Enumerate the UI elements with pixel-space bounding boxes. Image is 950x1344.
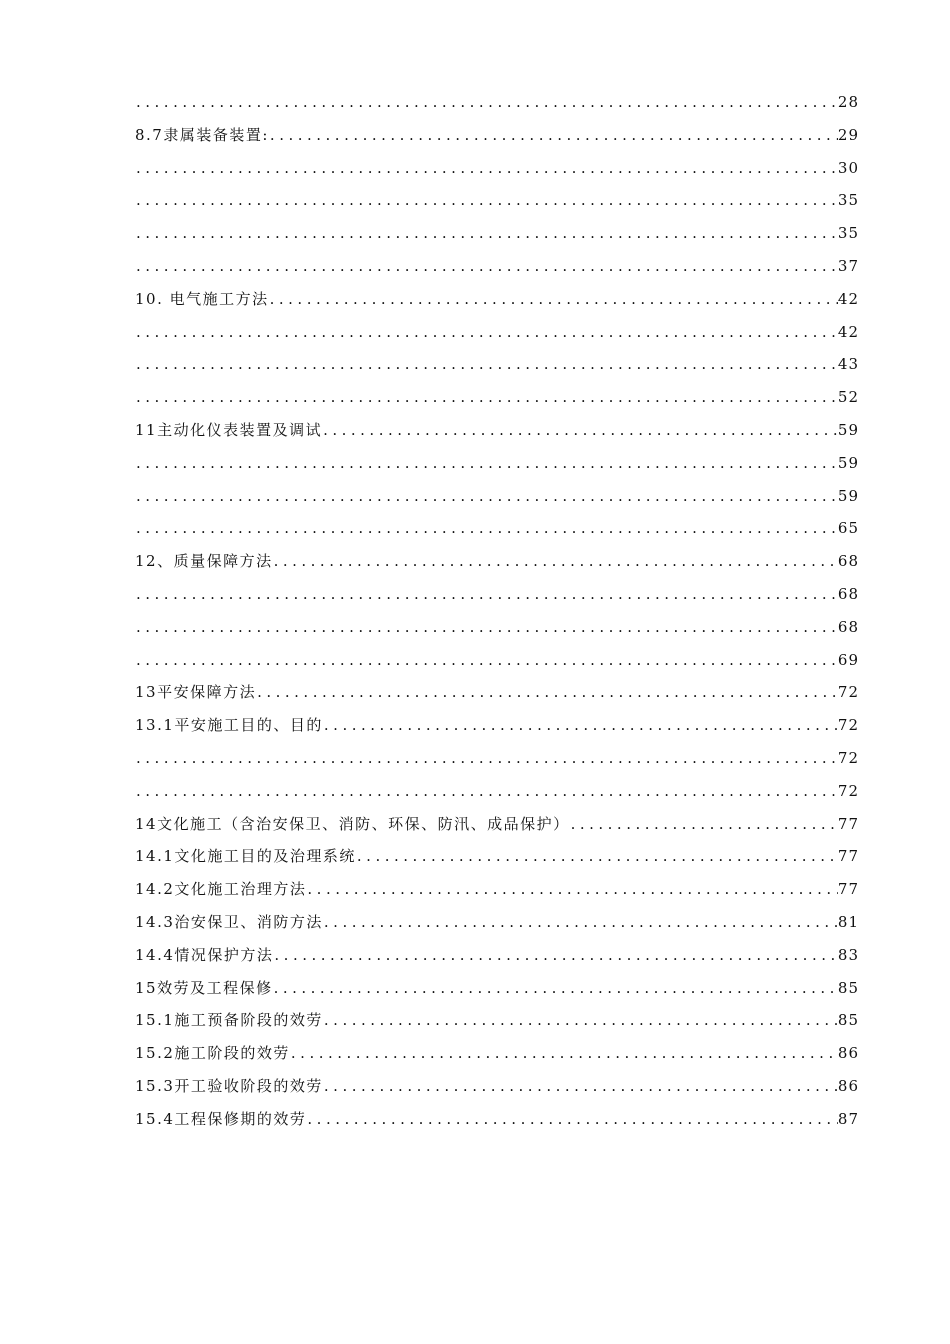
toc-entry[interactable] — [135, 480, 859, 513]
toc-entry[interactable] — [135, 840, 859, 873]
toc-page-number: 68 — [837, 552, 859, 571]
toc-entry[interactable] — [135, 447, 859, 480]
table-of-contents — [135, 86, 859, 1136]
toc-entry[interactable] — [135, 1070, 859, 1103]
toc-page-number: 42 — [837, 289, 859, 308]
dot-leader — [135, 480, 838, 513]
toc-page-number: 28 — [837, 93, 859, 111]
dot-leader — [269, 119, 838, 152]
toc-entry-title: 14.1文化施工目的及治理系统 — [135, 847, 356, 866]
toc-page-number: 42 — [837, 322, 859, 341]
toc-entry-title: 15.2施工阶段的效劳 — [135, 1044, 290, 1063]
toc-page-number: 35 — [837, 224, 859, 243]
dot-leader — [135, 316, 838, 349]
toc-page-number: 87 — [837, 1109, 859, 1128]
toc-page-number: 72 — [837, 748, 859, 767]
toc-page-number: 30 — [837, 158, 859, 177]
dot-leader — [135, 217, 838, 250]
dot-leader — [323, 1070, 838, 1103]
toc-entry[interactable] — [135, 1004, 859, 1037]
toc-entry-title: 15效劳及工程保修 — [135, 978, 273, 997]
dot-leader — [323, 906, 838, 939]
toc-entry-title: 14.4情况保护方法 — [135, 945, 274, 964]
toc-entry[interactable] — [135, 644, 859, 677]
toc-entry-title: 14.2文化施工治理方法 — [135, 880, 307, 899]
toc-page-number: 68 — [837, 584, 859, 603]
toc-page-number: 52 — [837, 388, 859, 407]
toc-entry[interactable] — [135, 906, 859, 939]
dot-leader — [273, 939, 838, 972]
dot-leader — [323, 709, 838, 742]
toc-entry[interactable] — [135, 873, 859, 906]
toc-page-number: 35 — [837, 191, 859, 210]
toc-page-number: 65 — [837, 519, 859, 538]
toc-entry-title: 15.1施工预备阶段的效劳 — [135, 1011, 323, 1030]
toc-page-number: 77 — [837, 847, 859, 866]
toc-entry[interactable] — [135, 512, 859, 545]
toc-entry[interactable] — [135, 939, 859, 972]
toc-page-number: 43 — [837, 355, 859, 374]
dot-leader — [135, 512, 838, 545]
toc-page-number: 29 — [837, 125, 859, 144]
dot-leader — [322, 414, 838, 447]
toc-entry[interactable] — [135, 348, 859, 381]
dot-leader — [273, 972, 838, 1005]
toc-entry-title: 12、质量保障方法 — [135, 552, 273, 571]
dot-leader — [323, 1004, 838, 1037]
dot-leader — [135, 86, 838, 119]
toc-entry[interactable] — [135, 381, 859, 414]
toc-entry[interactable] — [135, 86, 859, 119]
toc-entry[interactable] — [135, 775, 859, 808]
toc-entry-title: 14.3治安保卫、消防方法 — [135, 912, 323, 931]
dot-leader — [135, 578, 838, 611]
toc-entry[interactable] — [135, 742, 859, 775]
toc-page-number: 72 — [837, 716, 859, 735]
toc-page-number: 83 — [837, 945, 859, 964]
toc-entry[interactable] — [135, 119, 859, 152]
toc-entry-title: 15.3开工验收阶段的效劳 — [135, 1076, 323, 1095]
toc-entry[interactable] — [135, 808, 859, 841]
toc-page-number: 86 — [837, 1044, 859, 1063]
toc-page-number: 59 — [837, 486, 859, 505]
toc-entry[interactable] — [135, 676, 859, 709]
toc-page-number: 81 — [837, 912, 859, 931]
dot-leader — [135, 152, 838, 185]
toc-page-number: 69 — [837, 650, 859, 669]
toc-entry-title: 10. 电气施工方法 — [135, 289, 269, 308]
dot-leader — [290, 1037, 838, 1070]
toc-entry[interactable] — [135, 217, 859, 250]
toc-entry[interactable] — [135, 578, 859, 611]
toc-entry-title: 15.4工程保修期的效劳 — [135, 1109, 307, 1128]
toc-entry[interactable] — [135, 709, 859, 742]
toc-entry[interactable] — [135, 611, 859, 644]
toc-entry[interactable] — [135, 283, 859, 316]
toc-page-number: 68 — [837, 617, 859, 636]
dot-leader — [256, 676, 838, 709]
dot-leader — [135, 184, 838, 217]
dot-leader — [135, 381, 838, 414]
dot-leader — [135, 611, 838, 644]
dot-leader — [306, 873, 838, 906]
toc-entry[interactable] — [135, 184, 859, 217]
toc-entry-title: 14文化施工（含治安保卫、消防、环保、防汛、成品保护） — [135, 814, 570, 833]
toc-page-number: 86 — [837, 1076, 859, 1095]
toc-entry[interactable] — [135, 1037, 859, 1070]
toc-page-number: 85 — [837, 1011, 859, 1030]
toc-entry-title: 11主动化仪表装置及调试 — [135, 420, 323, 439]
toc-entry-title: 8.7隶属装备装置: — [135, 125, 269, 144]
dot-leader — [135, 250, 838, 283]
toc-page-number: 59 — [837, 453, 859, 472]
toc-entry[interactable] — [135, 152, 859, 185]
dot-leader — [273, 545, 838, 578]
dot-leader — [570, 808, 838, 841]
dot-leader — [356, 840, 838, 873]
toc-entry[interactable] — [135, 545, 859, 578]
toc-page-number: 59 — [837, 420, 859, 439]
toc-page-number: 72 — [837, 683, 859, 702]
dot-leader — [269, 283, 838, 316]
dot-leader — [135, 775, 838, 808]
toc-page-number: 77 — [837, 814, 859, 833]
toc-entry[interactable] — [135, 1103, 859, 1136]
dot-leader — [135, 447, 838, 480]
toc-page-number: 85 — [837, 978, 859, 997]
toc-page-number: 37 — [837, 256, 859, 275]
toc-page-number: 77 — [837, 880, 859, 899]
toc-page-number: 72 — [837, 781, 859, 800]
dot-leader — [135, 348, 838, 381]
toc-entry[interactable] — [135, 414, 859, 447]
dot-leader — [306, 1103, 838, 1136]
toc-entry[interactable] — [135, 972, 859, 1005]
dot-leader — [135, 742, 838, 775]
toc-entry-title: 13平安保障方法 — [135, 683, 257, 702]
toc-entry[interactable] — [135, 316, 859, 349]
toc-entry-title: 13.1平安施工目的、目的 — [135, 716, 323, 735]
toc-entry[interactable] — [135, 250, 859, 283]
dot-leader — [135, 644, 838, 677]
